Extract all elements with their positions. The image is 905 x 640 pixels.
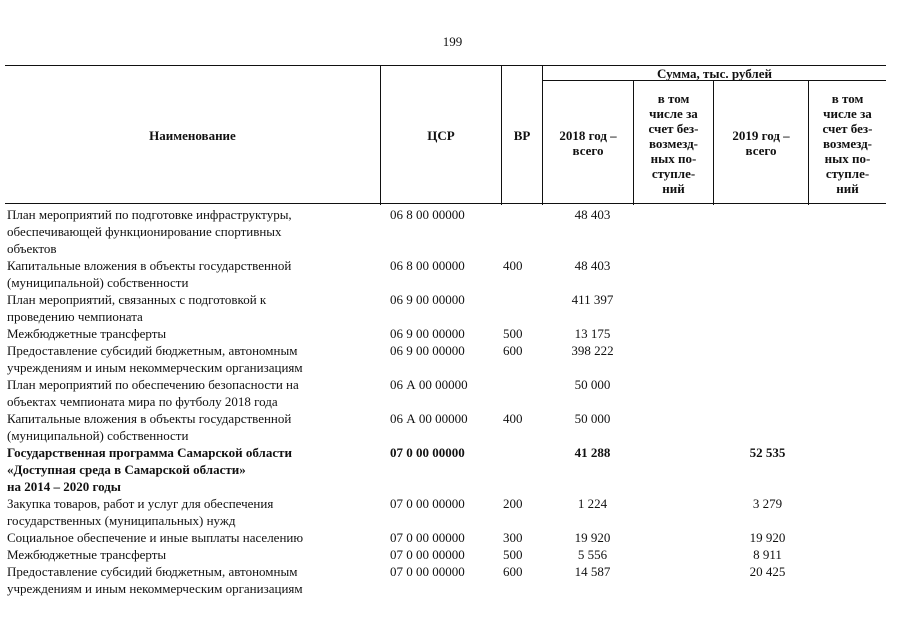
- row-2019-total: [720, 376, 815, 410]
- row-2018-total: 1 224: [577, 496, 608, 511]
- row-csr: 06 9 00 00000: [390, 343, 465, 358]
- row-2019-gratuitous: [815, 546, 887, 563]
- row-csr: 07 0 00 00000: [390, 445, 465, 460]
- row-2018-total: 50 000: [574, 377, 611, 392]
- table-body: [7, 206, 887, 597]
- column-header-2018-total: 2018 год – всего: [542, 81, 633, 205]
- row-vr: [501, 376, 545, 410]
- row-name: Капитальные вложения в объекты государственной (муниципальной) собственности: [7, 258, 292, 290]
- row-2018-gratuitous: [640, 495, 720, 529]
- row-2019-total: 8 911: [753, 547, 782, 562]
- row-2019-gratuitous: [815, 257, 887, 291]
- row-2019-total: 20 425: [749, 564, 786, 579]
- row-2018-gratuitous: [640, 546, 720, 563]
- row-vr: 600: [503, 564, 523, 579]
- table-row: [7, 546, 887, 563]
- row-2019-total: [720, 206, 815, 257]
- row-vr: 400: [503, 411, 523, 426]
- row-2019-gratuitous: [815, 342, 887, 376]
- row-vr: [501, 444, 545, 495]
- row-csr: 06 8 00 00000: [390, 207, 465, 222]
- page-number: 199: [442, 34, 463, 49]
- row-csr: 06 9 00 00000: [390, 292, 465, 307]
- row-vr: [501, 206, 545, 257]
- row-2019-total: [720, 342, 815, 376]
- row-2019-gratuitous: [815, 376, 887, 410]
- row-name: План мероприятий по обеспечению безопасности на объектах чемпионата мира по футболу 2018 года: [7, 377, 299, 409]
- row-vr: 200: [503, 496, 523, 511]
- row-vr: [501, 291, 545, 325]
- column-header-csr: ЦСР: [380, 66, 501, 205]
- row-2019-total: 19 920: [749, 530, 786, 545]
- row-csr: 06 8 00 00000: [390, 258, 465, 273]
- row-2018-total: 411 397: [571, 292, 614, 307]
- row-name: Капитальные вложения в объекты государственной (муниципальной) собственности: [7, 411, 292, 443]
- row-name: Предоставление субсидий бюджетным, автономным учреждениям и иным некоммерческим организациям: [7, 343, 303, 375]
- row-name: Межбюджетные трансферты: [7, 326, 167, 341]
- row-2019-total: [720, 257, 815, 291]
- table-row: [7, 291, 887, 325]
- row-csr: 06 А 00 00000: [390, 377, 468, 392]
- row-2018-gratuitous: [640, 291, 720, 325]
- row-2018-total: 5 556: [577, 547, 608, 562]
- row-2018-total: 19 920: [574, 530, 611, 545]
- row-2018-gratuitous: [640, 563, 720, 597]
- row-name: Государственная программа Самарской области «Доступная среда в Самарской области» на 2014 – 2020 годы: [7, 445, 292, 494]
- row-csr: 07 0 00 00000: [390, 530, 465, 545]
- row-2018-gratuitous: [640, 376, 720, 410]
- row-name: Межбюджетные трансферты: [7, 547, 167, 562]
- row-2019-total: [720, 291, 815, 325]
- row-csr: 07 0 00 00000: [390, 496, 465, 511]
- row-vr: 500: [503, 547, 523, 562]
- table-row: [7, 206, 887, 257]
- column-header-name: Наименование: [149, 128, 236, 143]
- row-2018-gratuitous: [640, 325, 720, 342]
- row-2019-total: [720, 325, 815, 342]
- column-header-2019-total: 2019 год – всего: [713, 81, 808, 205]
- column-header-2019-gratuitous: в том числе за счет без- возмезд- ных по- ступле- ний: [808, 81, 886, 205]
- row-2018-gratuitous: [640, 206, 720, 257]
- row-2018-total: 13 175: [574, 326, 611, 341]
- row-csr: 07 0 00 00000: [390, 564, 465, 579]
- table-row: [7, 563, 887, 597]
- row-2019-gratuitous: [815, 325, 887, 342]
- row-2019-gratuitous: [815, 563, 887, 597]
- row-2018-total: 48 403: [574, 258, 611, 273]
- table-row: [7, 495, 887, 529]
- row-2019-gratuitous: [815, 495, 887, 529]
- table-row: [7, 342, 887, 376]
- row-2019-gratuitous: [815, 410, 887, 444]
- row-2018-total: 398 222: [571, 343, 614, 358]
- row-2019-total: [720, 410, 815, 444]
- row-2018-gratuitous: [640, 342, 720, 376]
- row-vr: 600: [503, 343, 523, 358]
- row-2018-gratuitous: [640, 444, 720, 495]
- table-row: [7, 325, 887, 342]
- table-header: [5, 65, 886, 204]
- row-2018-total: 41 288: [574, 445, 611, 460]
- column-group-sum: Сумма, тыс. рублей: [542, 66, 886, 81]
- row-name: Социальное обеспечение и иные выплаты населению: [7, 530, 304, 545]
- row-vr: 400: [503, 258, 523, 273]
- row-name: План мероприятий, связанных с подготовкой к проведению чемпионата: [7, 292, 267, 324]
- row-2018-gratuitous: [640, 529, 720, 546]
- row-vr: 500: [503, 326, 523, 341]
- row-name: Предоставление субсидий бюджетным, автономным учреждениям и иным некоммерческим организациям: [7, 564, 303, 596]
- row-2019-gratuitous: [815, 529, 887, 546]
- table-row: [7, 376, 887, 410]
- row-csr: 07 0 00 00000: [390, 547, 465, 562]
- row-2018-total: 48 403: [574, 207, 611, 222]
- column-header-2018-gratuitous: в том числе за счет без- возмезд- ных по- ступле- ний: [633, 81, 713, 205]
- row-2018-gratuitous: [640, 410, 720, 444]
- row-2019-gratuitous: [815, 291, 887, 325]
- row-2018-total: 50 000: [574, 411, 611, 426]
- table-row: [7, 529, 887, 546]
- column-header-vr: ВР: [501, 66, 542, 205]
- table-row: [7, 410, 887, 444]
- row-2019-gratuitous: [815, 206, 887, 257]
- row-2019-total: 52 535: [749, 445, 786, 460]
- row-csr: 06 9 00 00000: [390, 326, 465, 341]
- row-2018-gratuitous: [640, 257, 720, 291]
- row-2019-total: 3 279: [752, 496, 783, 511]
- row-name: План мероприятий по подготовке инфраструктуры, обеспечивающей функционирование спортивных объектов: [7, 207, 292, 256]
- row-2019-gratuitous: [815, 444, 887, 495]
- table-row: [7, 257, 887, 291]
- row-csr: 06 А 00 00000: [390, 411, 468, 426]
- row-vr: 300: [503, 530, 523, 545]
- row-2018-total: 14 587: [574, 564, 611, 579]
- row-name: Закупка товаров, работ и услуг для обеспечения государственных (муниципальных) нужд: [7, 496, 274, 528]
- table-row: [7, 444, 887, 495]
